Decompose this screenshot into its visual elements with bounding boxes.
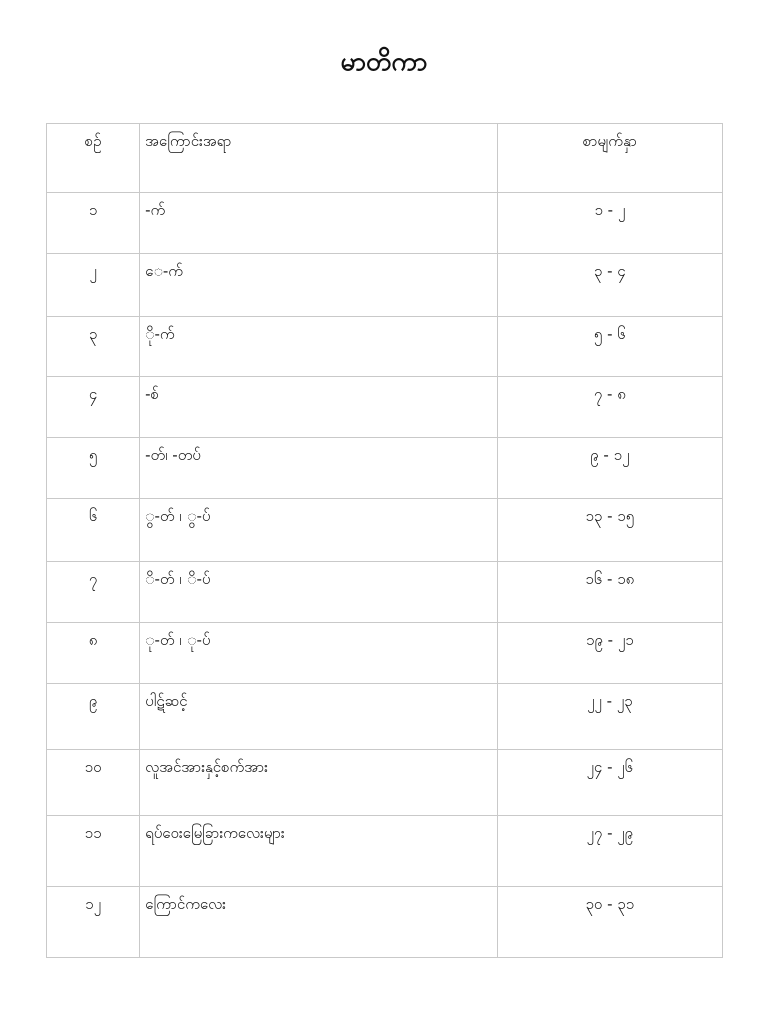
row-number: ၇ [47, 562, 140, 623]
table-row [47, 816, 723, 887]
row-topic: ိ-တ် ၊ ိ-ပ် [140, 562, 498, 623]
table-row [47, 254, 723, 317]
row-number: ၃ [47, 317, 140, 377]
table-row [47, 193, 723, 254]
table-row [47, 499, 723, 562]
row-pages: ၁၉ - ၂၁ [497, 623, 722, 684]
table-row [47, 562, 723, 623]
table-header-row [47, 124, 723, 193]
row-pages: ၁ - ၂ [497, 193, 722, 254]
table-row [47, 887, 723, 958]
row-topic: -တ်၊ -တပ် [140, 438, 498, 499]
table-row [47, 684, 723, 750]
row-number: ၁ [47, 193, 140, 254]
row-pages: ၇ - ၈ [497, 377, 722, 438]
page-title: မာတိကာ [340, 47, 428, 77]
row-number: ၁၀ [47, 750, 140, 816]
row-pages: ၁၆ - ၁၈ [497, 562, 722, 623]
header-topic: အကြောင်းအရာ [140, 124, 498, 193]
row-topic: လူအင်အားနှင့်စက်အား [140, 750, 498, 816]
row-pages: ၂၄ - ၂၆ [497, 750, 722, 816]
header-pages: စာမျက်နှာ [497, 124, 722, 193]
row-topic: ေ-က် [140, 254, 498, 317]
table-row [47, 317, 723, 377]
row-number: ၉ [47, 684, 140, 750]
row-number: ၆ [47, 499, 140, 562]
row-number: ၄ [47, 377, 140, 438]
table-row [47, 623, 723, 684]
table-row [47, 438, 723, 499]
row-pages: ၂၂ - ၂၃ [497, 684, 722, 750]
table-of-contents [46, 123, 723, 958]
row-topic: ို-က် [140, 317, 498, 377]
row-pages: ၁၃ - ၁၅ [497, 499, 722, 562]
row-number: ၈ [47, 623, 140, 684]
table-row [47, 377, 723, 438]
row-pages: ၂၇ - ၂၉ [497, 816, 722, 887]
row-topic: ု-တ် ၊ ု-ပ် [140, 623, 498, 684]
row-pages: ၃၀ - ၃၁ [497, 887, 722, 958]
row-topic: ွ-တ် ၊ ွ-ပ် [140, 499, 498, 562]
row-topic: ရပ်ဝေးမြေခြားကလေးများ [140, 816, 498, 887]
row-number: ၁၂ [47, 887, 140, 958]
row-topic: -စ် [140, 377, 498, 438]
row-topic: -က် [140, 193, 498, 254]
row-pages: ၃ - ၄ [497, 254, 722, 317]
row-number: ၅ [47, 438, 140, 499]
header-number: စဥ် [47, 124, 140, 193]
row-topic: ကြောင်ကလေး [140, 887, 498, 958]
row-pages: ၉ - ၁၂ [497, 438, 722, 499]
row-topic: ပါဋ်ဆင့် [140, 684, 498, 750]
row-number: ၂ [47, 254, 140, 317]
row-number: ၁၁ [47, 816, 140, 887]
table-row [47, 750, 723, 816]
row-pages: ၅ - ၆ [497, 317, 722, 377]
